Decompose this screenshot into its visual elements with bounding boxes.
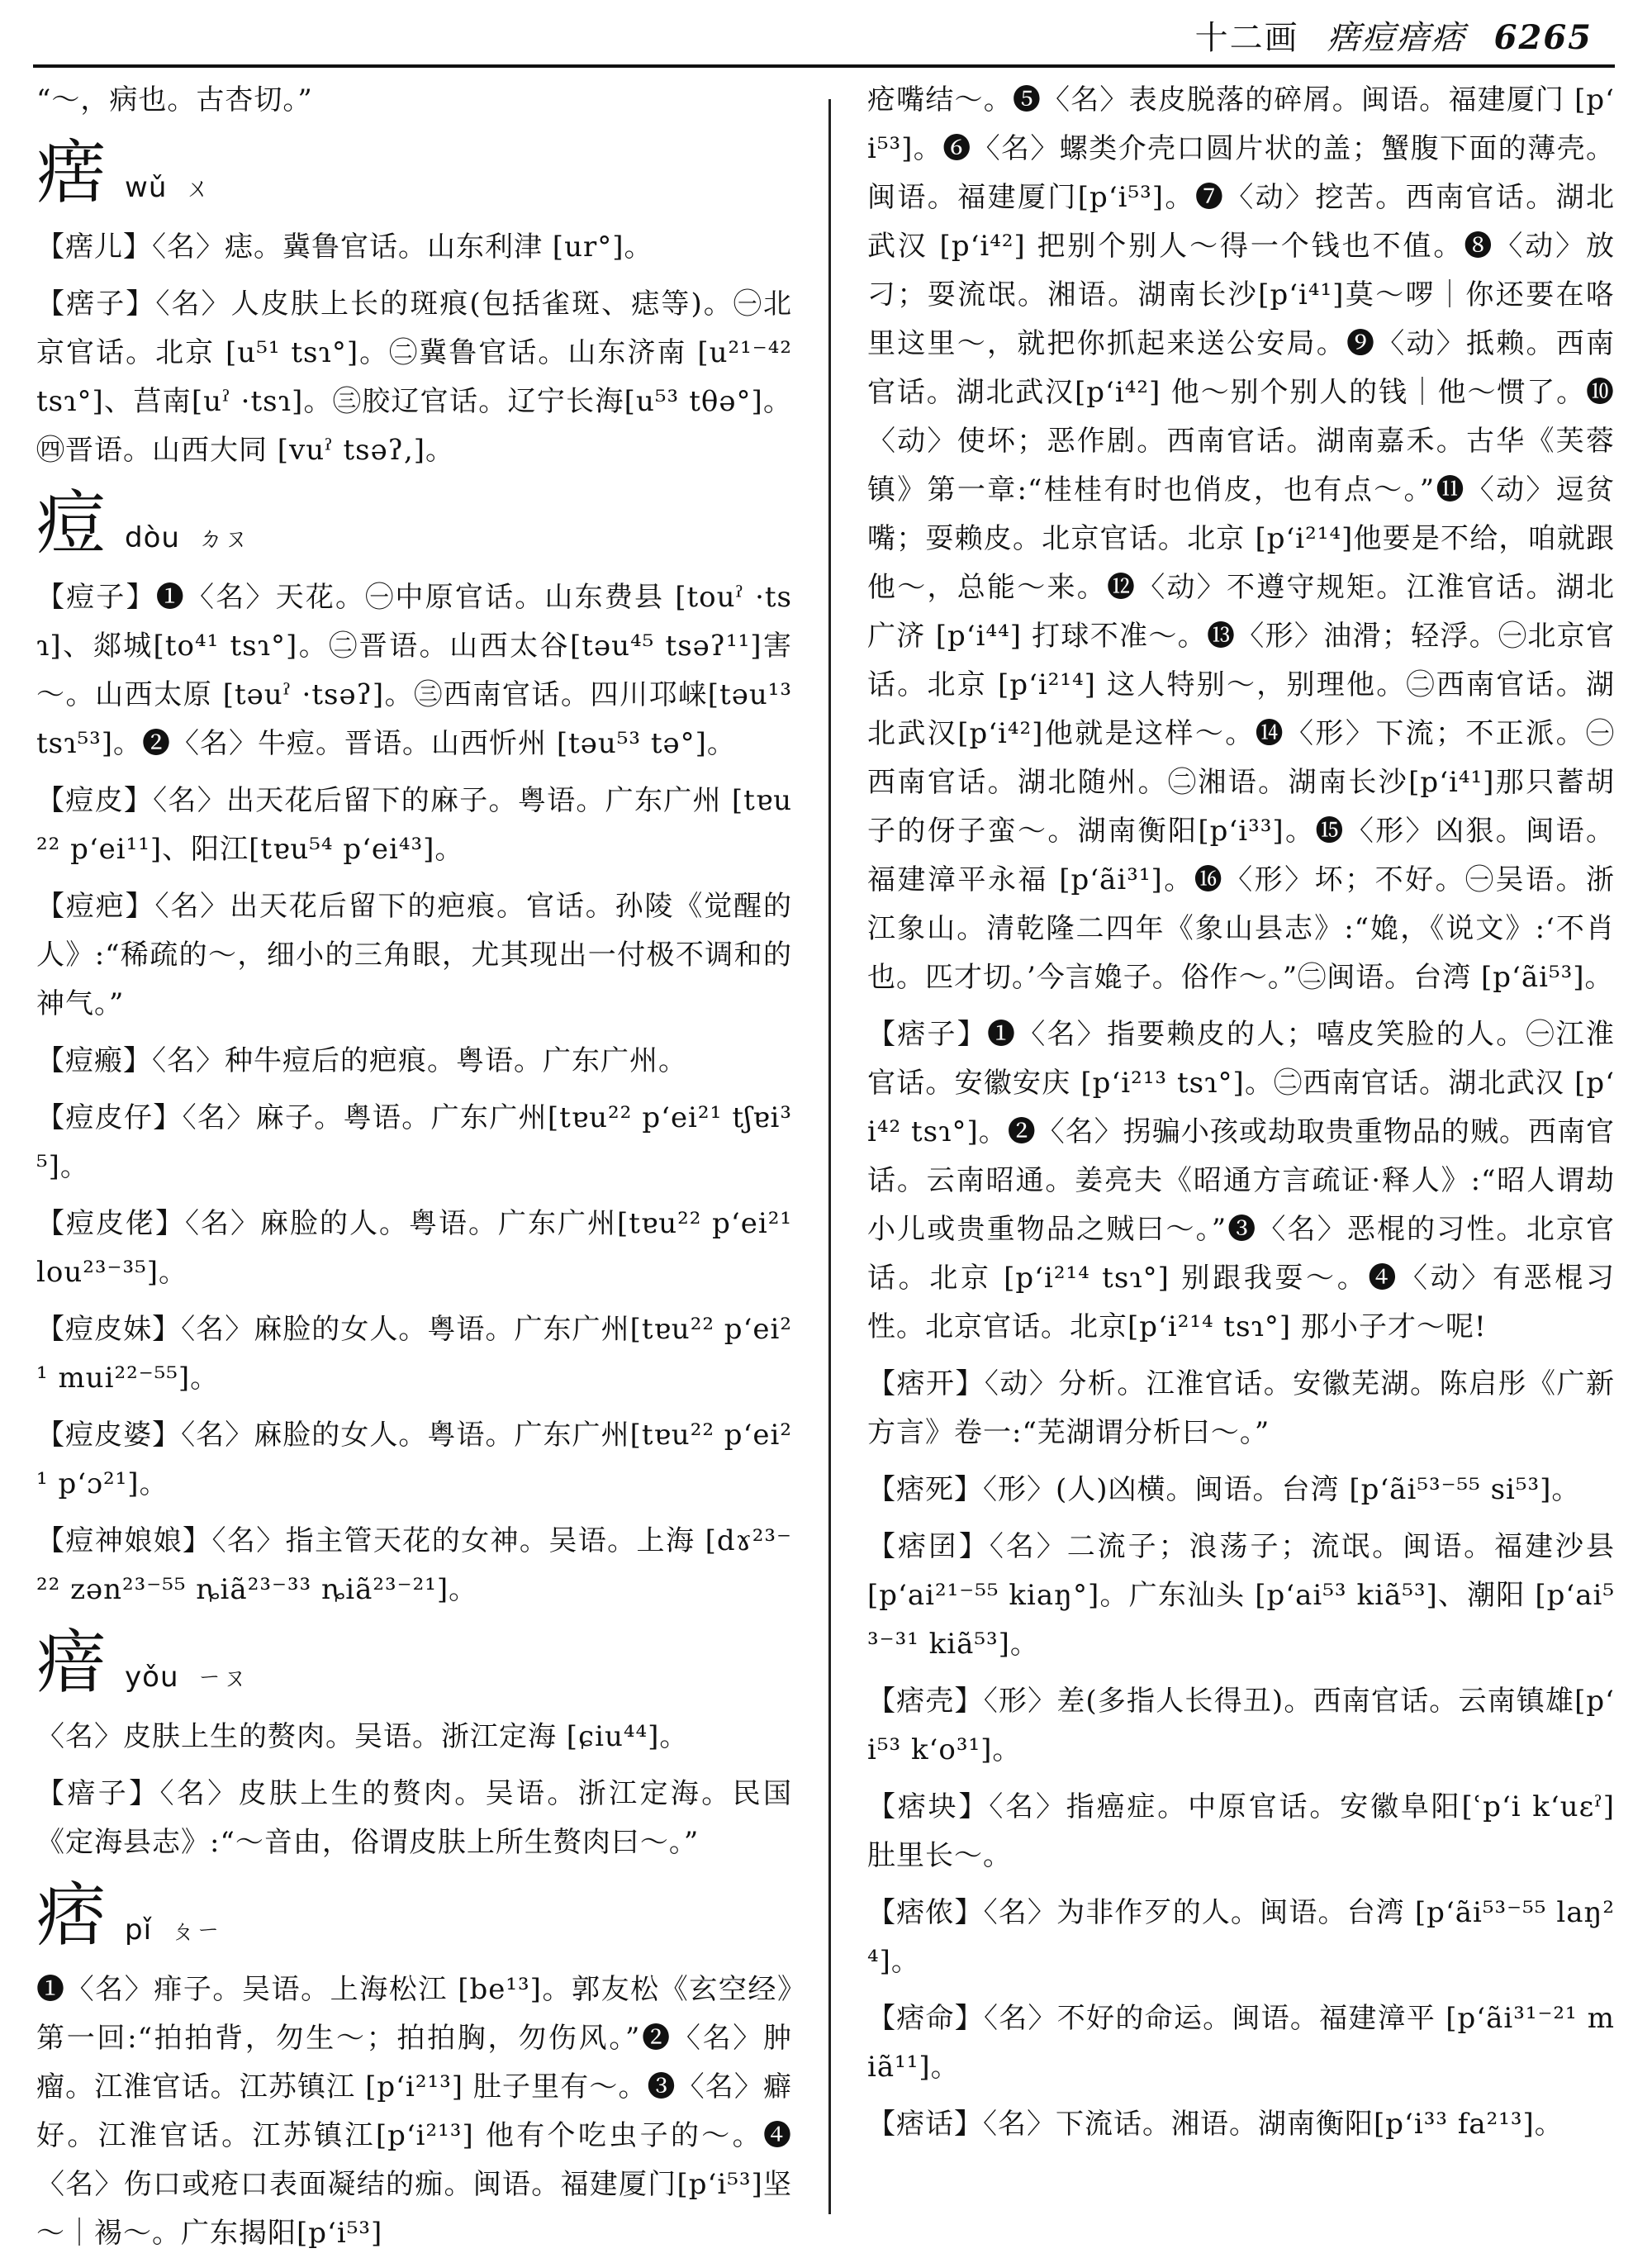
dictionary-entry: 【痞开】〈动〉分析。江淮官话。安徽芜湖。陈启彤《广新方言》卷一:“芜湖谓分析曰～。” (867, 1367, 1615, 1449)
headword-zhuyin: ㄧㄡ (197, 1664, 249, 1693)
dictionary-entry: 【瘔儿】〈名〉痣。冀鲁官话。山东利津 [ur°]。 (36, 231, 653, 264)
column-divider (828, 99, 831, 2214)
dictionary-entry: 【痞壳】〈形〉差(多指人长得丑)。西南官话。云南镇雄[pʻi⁵³ kʻo³¹]。 (867, 1685, 1615, 1766)
dictionary-entry: 【痞命】〈名〉不好的命运。闽语。福建漳平 [pʻãi³¹⁻²¹ miã¹¹]。 (867, 2002, 1615, 2084)
dictionary-entry: 【痘皮妹】〈名〉麻脸的女人。粤语。广东广州[tɐu²² pʻei²¹ mui²²⁻⁵⁵]。 (36, 1313, 792, 1395)
headword-pinyin: dòu (125, 521, 180, 554)
dictionary-entry: 【痞块】〈名〉指癌症。中原官话。安徽阜阳[ʿpʻi kʻuɛˀ] 肚里长～。 (867, 1790, 1615, 1872)
dictionary-entry: 【痘皮佬】〈名〉麻脸的人。粤语。广东广州[tɐu²² pʻei²¹ lou²³⁻³⁵]。 (36, 1207, 792, 1289)
dictionary-entry: 【痞囝】〈名〉二流子；浪荡子；流氓。闽语。福建沙县 [pʻai²¹⁻⁵⁵ kiaŋ°]。广东汕头 [pʻai⁵³ kiã⁵³]、潮阳 [pʻai⁵³⁻³¹ kiã⁵³]。 (867, 1530, 1615, 1661)
dictionary-entry: 【瘔子】〈名〉人皮肤上长的斑痕(包括雀斑、痣等)。㊀北京官话。北京 [u⁵¹ tsɿ°]。㊁冀鲁官话。山东济南 [u²¹⁻⁴² tsɿ°]、莒南[uˀ ·tsɿ]。㊂胶辽官话。辽宁长海[u⁵³ tθə°]。㊃晋语。山西大同 [vuˀ tsəʔ,]。 (36, 288, 792, 467)
continued-text: 疮嘴结～。❺〈名〉表皮脱落的碎屑。闽语。福建厦门 [pʻi⁵³]。❻〈名〉螺类介壳口圆片状的盖；蟹腹下面的薄壳。闽语。福建厦门[pʻi⁵³]。❼〈动〉挖苦。西南官话。湖北武汉 [pʻi⁴²] 把别个别人～得一个钱也不值。❽〈动〉放刁；耍流氓。湘语。湖南长沙[pʻi⁴¹]莫～啰｜你还要在咯里这里～，就把你抓起来送公安局。❾〈动〉抵赖。西南官话。湖北武汉[pʻi⁴²] 他～别个别人的钱｜他～惯了。❿〈动〉使坏；恶作剧。西南官话。湖南嘉禾。古华《芙蓉镇》第一章:“桂桂有时也俏皮，也有点～。”⓫〈动〉逗贫嘴；耍赖皮。北京官话。北京 [pʻi²¹⁴]他要是不给，咱就跟他～，总能～来。⓬〈动〉不遵守规矩。江淮官话。湖北广济 [pʻi⁴⁴] 打球不准～。⓭〈形〉油滑；轻浮。㊀北京官话。北京 [pʻi²¹⁴] 这人特别～，别理他。㊁西南官话。湖北武汉[pʻi⁴²]他就是这样～。⓮〈形〉下流；不正派。㊀西南官话。湖北随州。㊁湘语。湖南长沙[pʻi⁴¹]那只蓄胡子的伢子蛮～。湖南衡阳[pʻi³³]。⓯〈形〉凶狠。闽语。福建漳平永福 [pʻãi³¹]。⓰〈形〉坏；不好。㊀吴语。浙江象山。清乾隆二四年《象山县志》:“嫓，《说文》:‘不肖也。匹才切。’今言嫓子。俗作～。”㊁闽语。台湾 [pʻãi⁵³]。 (867, 83, 1615, 994)
page-number: 6265 (1493, 18, 1593, 57)
dictionary-entry: 【痘子】❶〈名〉天花。㊀中原官话。山东费县 [touˀ ·tsɿ]、郯城[to⁴¹ tsɿ°]。㊁晋语。山西太谷[təu⁴⁵ tsəʔ¹¹]害～。山西太原 [təuˀ ·tsəʔ]。㊂西南官话。四川邛崃[təu¹³ tsɿ⁵³]。❷〈名〉牛痘。晋语。山西忻州 [təu⁵³ tə°]。 (36, 581, 792, 760)
headword-definition: ❶〈名〉痱子。吴语。上海松江 [be¹³]。郭友松《玄空经》第一回:“拍拍背，勿生～；拍拍胸，勿伤风。”❷〈名〉肿瘤。江淮官话。江苏镇江 [pʻi²¹³] 肚子里有～。❸〈名〉癖好。江淮官话。江苏镇江[pʻi²¹³] 他有个吃虫子的～。❹〈名〉伤口或疮口表面凝结的痂。闽语。福建厦门[pʻi⁵³]坚～｜裼～。广东揭阳[pʻi⁵³] (36, 1973, 792, 2250)
headword-wu (36, 133, 792, 213)
dictionary-entry: 【痘瘢】〈名〉种牛痘后的疤痕。粤语。广东广州。 (36, 1044, 687, 1077)
page-header (0, 0, 1652, 66)
stroke-section-label: 十二画 (1194, 19, 1299, 57)
headword-pi (36, 1875, 792, 1956)
headword-pinyin: pǐ (125, 1913, 153, 1947)
running-head (1195, 12, 1593, 59)
headword-range: 瘔痘瘖痞 (1327, 19, 1466, 57)
headword-char: 痞 (36, 1875, 107, 1956)
dictionary-entry: 【痘皮仔】〈名〉麻子。粤语。广东广州[tɐu²² pʻei²¹ tʃɐi³⁵]。 (36, 1101, 792, 1183)
dictionary-entry: 【瘖子】〈名〉皮肤上生的赘肉。吴语。浙江定海。民国《定海县志》:“～音由，俗谓皮肤上所生赘肉曰～。” (36, 1777, 792, 1859)
left-column (36, 76, 792, 2250)
right-column (867, 76, 1615, 2216)
headword-zhuyin: ㄉㄡ (197, 525, 249, 554)
headword-pinyin: wǔ (125, 171, 168, 204)
headword-you (36, 1623, 792, 1703)
dictionary-entry: 【痞子】❶〈名〉指要赖皮的人；嘻皮笑脸的人。㊀江淮官话。安徽安庆 [pʻi²¹³ tsɿ°]。㊁西南官话。湖北武汉 [pʻi⁴² tsɿ°]。❷〈名〉拐骗小孩或劫取贵重物品的贼。西南官话。云南昭通。姜亮夫《昭通方言疏证·释人》:“昭人谓劫小儿或贵重物品之贼曰～。”❸〈名〉恶棍的习性。北京官话。北京 [pʻi²¹⁴ tsɿ°] 别跟我耍～。❹〈动〉有恶棍习性。北京官话。北京[pʻi²¹⁴ tsɿ°] 那小子才～呢! (867, 1018, 1615, 1343)
headword-char: 瘔 (36, 132, 107, 213)
header-rule (33, 64, 1615, 68)
dictionary-entry: 【痞话】〈名〉下流话。湘语。湖南衡阳[pʻi³³ fa²¹³]。 (867, 2108, 1564, 2141)
headword-definition: 〈名〉皮肤上生的赘肉。吴语。浙江定海 [ɕiu⁴⁴]。 (36, 1720, 689, 1753)
dictionary-entry: 【痘疤】〈名〉出天花后留下的疤痕。官话。孙陵《觉醒的人》:“稀疏的～，细小的三角眼，尤其现出一付极不调和的神气。” (36, 890, 792, 1020)
headword-zhuyin: ㄆㄧ (170, 1917, 222, 1946)
headword-char: 痘 (36, 482, 107, 563)
dictionary-entry: 【痘皮婆】〈名〉麻脸的女人。粤语。广东广州[tɐu²² pʻei²¹ pʻɔ²¹]。 (36, 1419, 792, 1500)
dictionary-entry: 【痞侬】〈名〉为非作歹的人。闽语。台湾 [pʻãi⁵³⁻⁵⁵ laŋ²⁴]。 (867, 1896, 1615, 1978)
dictionary-entry: 【痞死】〈形〉(人)凶横。闽语。台湾 [pʻãi⁵³⁻⁵⁵ si⁵³]。 (867, 1473, 1581, 1506)
dictionary-entry: 【痘神娘娘】〈名〉指主管天花的女神。吴语。上海 [dɤ²³⁻²² zən²³⁻⁵⁵ ȵiã²³⁻³³ ȵiã²³⁻²¹]。 (36, 1524, 792, 1606)
continued-text: “～，病也。古杏切。” (36, 83, 313, 116)
headword-zhuyin: ㄨ (185, 174, 211, 203)
headword-char: 瘖 (36, 1622, 107, 1703)
dictionary-entry: 【痘皮】〈名〉出天花后留下的麻子。粤语。广东广州 [tɐu²² pʻei¹¹]、阳江[tɐu⁵⁴ pʻei⁴³]。 (36, 784, 792, 866)
headword-pinyin: yǒu (125, 1661, 179, 1694)
headword-dou (36, 483, 792, 563)
